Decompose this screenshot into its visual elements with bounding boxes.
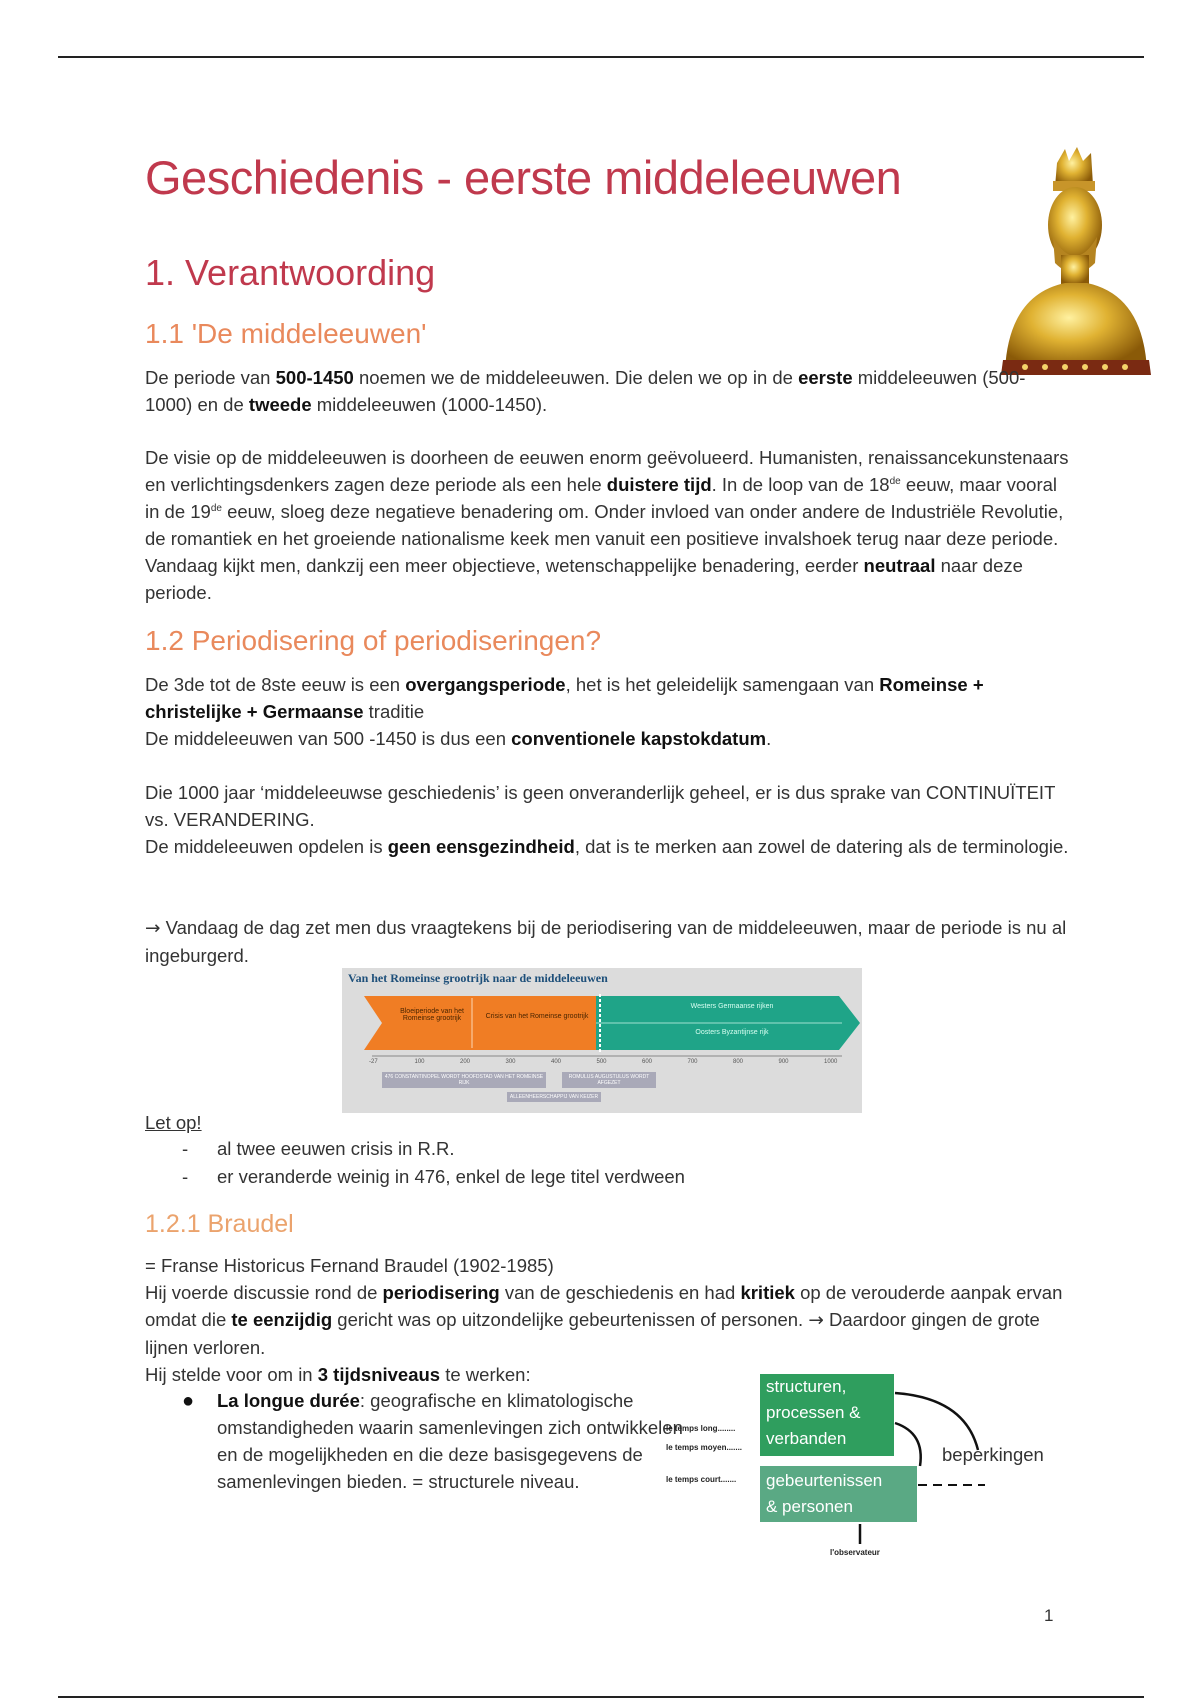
heading-verantwoording: 1. Verantwoording: [145, 252, 436, 293]
timeline-label-3: ALLEENHEERSCHAPPIJ VAN KEIZER: [507, 1092, 601, 1102]
heading-braudel: 1.2.1 Braudel: [145, 1210, 294, 1238]
timeline-label-1: 476 CONSTANTINOPEL WORDT HOOFDSTAD VAN HET ROMEINSE RIJK: [382, 1072, 546, 1088]
bullet-longue-duree: La longue durée: geografische en klimatologische omstandigheden waarin samenlevingen zich ontwikkelen en de mogelijkheden en die deze basisgegevens de samenlevingen bieden. = structurele niveau.: [217, 1390, 683, 1492]
timeline-tick-label: 400: [551, 1059, 562, 1065]
page-title: Geschiedenis - eerste middeleeuwen: [145, 151, 902, 204]
timeline-seg-oosters: Oosters Byzantijnse rijk: [695, 1029, 769, 1036]
heading-periodisering: 1.2 Periodisering of periodiseringen?: [145, 625, 602, 656]
let-op-label: Let op!: [145, 1112, 202, 1133]
bottom-rule: [58, 1696, 1144, 1698]
timeline-tick-label: 1000: [824, 1059, 838, 1065]
timeline-seg-crisis: Crisis van het Romeinse grootrijk: [485, 1013, 589, 1020]
timeline-tick-label: 200: [460, 1059, 471, 1065]
timeline-tick-label: 300: [505, 1059, 516, 1065]
braudel-diagram: [660, 1368, 1070, 1568]
timeline-label-2: ROMULUS AUGUSTULUS WORDT AFGEZET: [562, 1072, 656, 1088]
page-number: 1: [1044, 1606, 1054, 1625]
arrow-icon: →: [145, 918, 161, 939]
paragraph-vraagtekens: → Vandaag de dag zet men dus vraagtekens bij de periodisering van de middeleeuwen, maar de periode is nu al ingeburgerd.: [145, 917, 1067, 966]
timeline-tick-label: 100: [414, 1059, 425, 1065]
top-rule: [58, 56, 1144, 58]
timeline-tick-label: -27: [369, 1059, 378, 1065]
diagram-level-moyen: le temps moyen.......: [666, 1443, 743, 1452]
timeline-tick-label: 900: [778, 1059, 789, 1065]
paragraph-braudel: = Franse Historicus Fernand Braudel (1902-1985) Hij voerde discussie rond de periodisering van de geschiedenis en had kritiek op de verouderde aanpak ervan omdat die te eenzijdig gericht was op uitzondelijke gebeurtenissen of personen. → Daardoor gingen de grote lijnen verloren. Hij stelde voor om in 3 tijdsniveaus te werken:: [145, 1255, 1063, 1385]
timeline-graphic: [342, 968, 862, 1113]
paragraph-overgangsperiode: De 3de tot de 8ste eeuw is een overgangsperiode, het is het geleidelijk samengaan van Romeinse + christelijke + Germaanse traditie De middeleeuwen van 500 -1450 is dus een conventionele kapstokdatum.: [145, 674, 984, 749]
diagram-label-beperkingen: beperkingen: [942, 1444, 1044, 1465]
arrow-icon: →: [808, 1310, 824, 1331]
diagram-level-court: le temps court.......: [666, 1475, 737, 1484]
timeline-tick-label: 600: [642, 1059, 653, 1065]
timeline-seg-westers: Westers Germaanse rijken: [690, 1003, 774, 1010]
diagram-observer: l'observateur: [830, 1548, 880, 1557]
let-op-item-1: al twee eeuwen crisis in R.R.: [217, 1138, 455, 1159]
diagram-level-long: le temps long........: [666, 1424, 736, 1433]
dash-2: -: [182, 1166, 189, 1187]
bullet-icon: ●: [182, 1390, 195, 1412]
timeline-seg-bloei: Bloeiperiode van het Romeinse grootrijk: [400, 1008, 464, 1022]
timeline-tick-label: 500: [596, 1059, 607, 1065]
paragraph-visie: De visie op de middeleeuwen is doorheen de eeuwen enorm geëvolueerd. Humanisten, renaissancekunstenaars en verlichtingsdenkers zagen deze periode als een hele duistere tijd. In de loop van de 18de eeuw, maar vooral in de 19de eeuw, sloeg deze negatieve benadering om. Onder invloed van onder andere de Industriële Revolutie, de romantiek en het groeiende nationalisme keek men vanuit een positieve invalshoek terug naar deze periode. Vandaag kijkt men, dankzij een meer objectieve, wetenschappelijke benadering, eerder neutraal naar deze periode.: [145, 447, 1069, 603]
timeline-figure: [342, 968, 862, 1113]
timeline-title: Van het Romeinse grootrijk naar de middeleeuwen: [348, 971, 608, 985]
diagram-box-gebeurtenissen: gebeurtenissen & personen: [760, 1466, 917, 1522]
charlemagne-bust-image: [995, 145, 1155, 380]
let-op-item-2: er veranderde weinig in 476, enkel de lege titel verdween: [217, 1166, 685, 1187]
timeline-tick-label: 700: [687, 1059, 698, 1065]
timeline-orange-arrow: [364, 996, 602, 1050]
heading-de-middeleeuwen: 1.1 'De middeleeuwen': [145, 318, 427, 349]
paragraph-periode: De periode van 500-1450 noemen we de middeleeuwen. Die delen we op in de eerste middeleeuwen (500-1000) en de tweede middeleeuwen (1000-1450).: [145, 367, 1026, 415]
diagram-box-structuren: structuren, processen & verbanden: [760, 1374, 894, 1456]
paragraph-continuiteit: Die 1000 jaar ‘middeleeuwse geschiedenis’ is geen onveranderlijk geheel, er is dus sprake van CONTINUÏTEIT vs. VERANDERING. De middeleeuwen opdelen is geen eensgezindheid, dat is te merken aan zowel de datering als de terminologie.: [145, 782, 1069, 857]
timeline-tick-label: 800: [733, 1059, 744, 1065]
dash-1: -: [182, 1138, 189, 1159]
